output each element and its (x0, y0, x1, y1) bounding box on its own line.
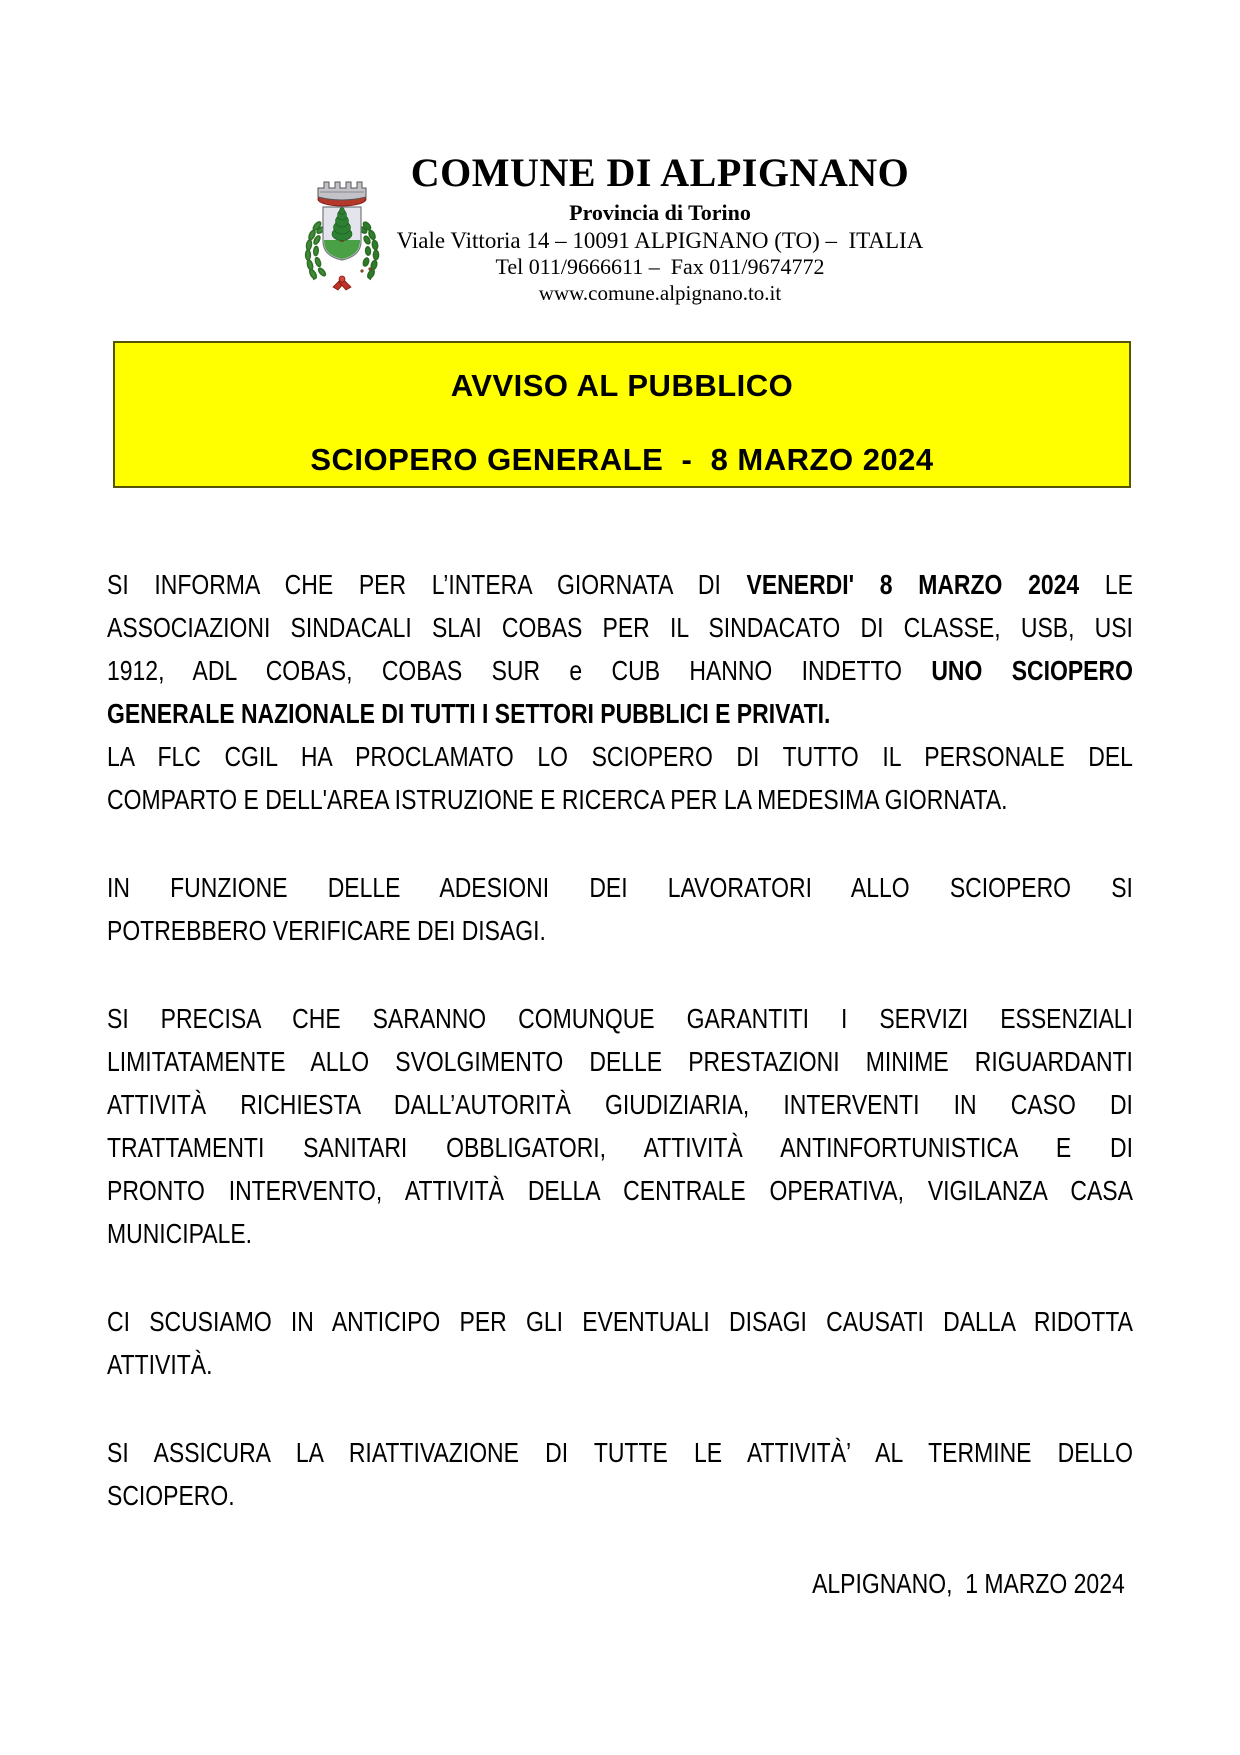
letterhead-province: Provincia di Torino (569, 200, 751, 225)
body-paragraph (107, 1300, 1133, 1386)
body-line: PRONTO INTERVENTO, ATTIVITÀ DELLA CENTRALE OPERATIVA, VIGILANZA CASA (107, 1175, 1133, 1206)
body-line: SI ASSICURA LA RIATTIVAZIONE DI TUTTE LE ATTIVITÀ’ AL TERMINE DELLO (107, 1437, 1133, 1468)
notice-banner-title: AVVISO AL PUBBLICO (450, 368, 794, 403)
body-paragraph (107, 1431, 1133, 1517)
dateline: ALPIGNANO, 1 MARZO 2024 (812, 1568, 1125, 1599)
body-paragraph (107, 997, 1133, 1255)
body-line: ATTIVITÀ. (107, 1349, 213, 1380)
letterhead-address: Viale Vittoria 14 – 10091 ALPIGNANO (TO) – ITALIA (396, 228, 924, 253)
notice-banner-subtitle: SCIOPERO GENERALE - 8 MARZO 2024 (310, 442, 934, 477)
page-title: COMUNE DI ALPIGNANO (410, 150, 910, 195)
body-line: GENERALE NAZIONALE DI TUTTI I SETTORI PUBBLICI E PRIVATI. (107, 698, 831, 729)
letterhead-website: www.comune.alpignano.to.it (538, 281, 782, 305)
body-line: 1912, ADL COBAS, COBAS SUR e CUB HANNO INDETTO UNO SCIOPERO (107, 655, 1133, 686)
body-line: LIMITATAMENTE ALLO SVOLGIMENTO DELLE PRESTAZIONI MINIME RIGUARDANTI (107, 1046, 1133, 1077)
body-line: POTREBBERO VERIFICARE DEI DISAGI. (107, 915, 546, 946)
letterhead-phone-fax: Tel 011/9666611 – Fax 011/9674772 (495, 254, 825, 279)
body-line: SCIOPERO. (107, 1480, 235, 1511)
letterhead (270, 150, 1050, 306)
body-paragraph (107, 563, 1133, 735)
body-line: SI PRECISA CHE SARANNO COMUNQUE GARANTITI I SERVIZI ESSENZIALI (107, 1003, 1133, 1034)
body-line: IN FUNZIONE DELLE ADESIONI DEI LAVORATORI ALLO SCIOPERO SI (107, 872, 1133, 903)
body-line: CI SCUSIAMO IN ANTICIPO PER GLI EVENTUALI DISAGI CAUSATI DALLA RIDOTTA (107, 1306, 1133, 1337)
body-line: LA FLC CGIL HA PROCLAMATO LO SCIOPERO DI TUTTO IL PERSONALE DEL (107, 741, 1133, 772)
body-line: MUNICIPALE. (107, 1218, 253, 1249)
body-paragraphs (107, 563, 1133, 1605)
body-paragraph (107, 735, 1133, 821)
body-line: SI INFORMA CHE PER L’INTERA GIORNATA DI VENERDI' 8 MARZO 2024 LE (107, 569, 1133, 600)
body-line: ATTIVITÀ RICHIESTA DALL’AUTORITÀ GIUDIZIARIA, INTERVENTI IN CASO DI (107, 1089, 1133, 1120)
body-line: ASSOCIAZIONI SINDACALI SLAI COBAS PER IL SINDACATO DI CLASSE, USB, USI (107, 612, 1133, 643)
body-paragraph (107, 866, 1133, 952)
body-line: TRATTAMENTI SANITARI OBBLIGATORI, ATTIVITÀ ANTINFORTUNISTICA E DI (107, 1132, 1133, 1163)
body-line: COMPARTO E DELL'AREA ISTRUZIONE E RICERCA PER LA MEDESIMA GIORNATA. (107, 784, 1008, 815)
notice-banner (113, 341, 1131, 488)
